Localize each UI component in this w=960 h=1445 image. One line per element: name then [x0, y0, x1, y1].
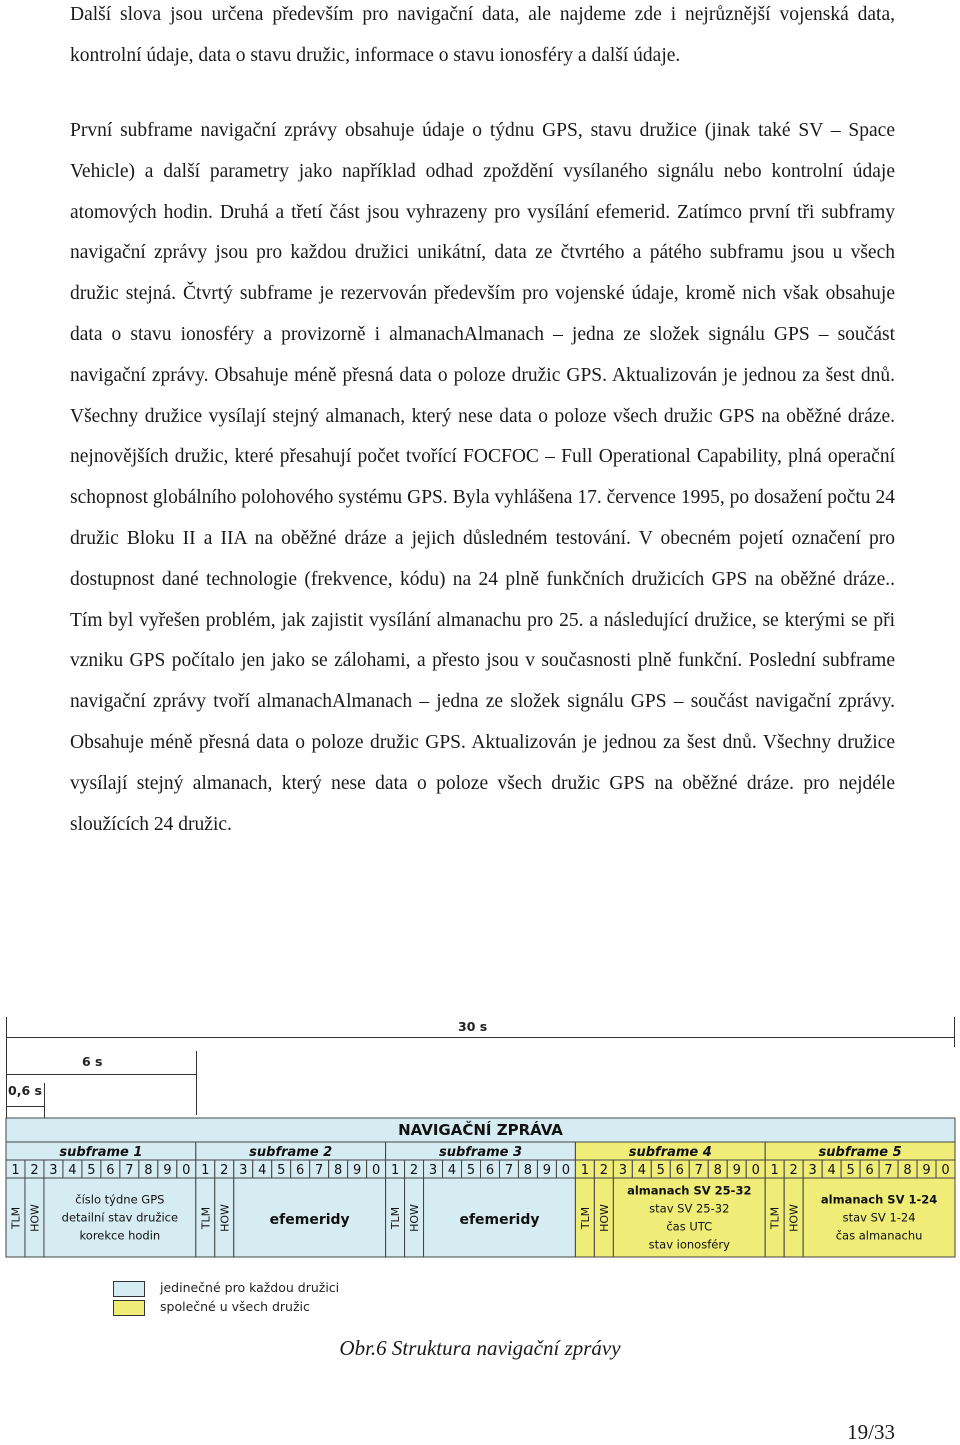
word-number: 1: [770, 1163, 779, 1178]
word-number: 5: [656, 1163, 665, 1178]
paragraph-2: První subframe navigační zprávy obsahuje údaje o týdnu GPS, stavu družice (jinak také SV – Space Vehicle) a další parametry jako například odhad zpoždění vysílaného signálu nebo kontrolní údaje atomových hodin. Druhá a třetí část jsou vyhrazeny pro vysílání efemerid. Zatímco první tři subframy navigační zprávy jsou pro každou družici unikátní, data ze čtvrtého a pátého subframu jsou u všech družic stejná. Čtvrtý subframe je rezervován především pro vojenské údaje, kromě nich však obsahuje data o stavu ionosféry a provizorně i almanachAlmanach – jedna ze složek signálu GPS – součást navigační zprávy. Obsahuje méně přesná data o poloze družic GPS. Aktualizován je jednou za šest dnů. Všechny družice vysílají stejný almanach, který nese data o poloze všech družic GPS na oběžné dráze. nejnovějších družic, které přesahují počet tvořící FOCFOC – Full Operational Capability, plná operační schopnost globálního polohového systému GPS. Byla vyhlášena 17. července 1995, po dosažení počtu 24 družic Bloku II a IIA na oběžné dráze a jejich důsledném testování. V obecném pojetí označení pro dostupnost dané technologie (frekvence, kódu) na 24 plně funkčních družicích GPS na oběžné dráze.. Tím byl vyřešen problém, jak zajistit vysílání almanachu pro 25. a následující družice, se kterými se při vzniku GPS počítalo jen jako se zálohami, a přesto jsou v současnosti plně funkční. Poslední subframe navigační zprávy tvoří almanachAlmanach – jedna ze složek signálu GPS – součást navigační zprávy. Obsahuje méně přesná data o poloze družic GPS. Aktualizován je jednou za šest dnů. Všechny družice vysílají stejný almanach, který nese data o poloze všech družic GPS na oběžné dráze. pro nejdéle sloužících 24 družic.: [70, 120, 895, 835]
word-number: 5: [87, 1163, 96, 1178]
word-number: 2: [30, 1163, 39, 1178]
word-number: 8: [903, 1163, 912, 1178]
word-number: 7: [694, 1163, 703, 1178]
word-number: 8: [713, 1163, 722, 1178]
how-label: HOW: [28, 1204, 42, 1232]
subframe-content-line: korekce hodin: [79, 1228, 161, 1243]
subframe-name: subframe 2: [249, 1145, 333, 1160]
word-number: 3: [239, 1163, 248, 1178]
tlm-label: TLM: [9, 1206, 23, 1230]
subframe-name: subframe 4: [628, 1145, 712, 1160]
word-number: 7: [315, 1163, 324, 1178]
subframe-content-line: almanach SV 25-32: [627, 1183, 752, 1198]
subframe-name: subframe 3: [438, 1145, 523, 1160]
tlm-label: TLM: [389, 1206, 403, 1230]
word-number: 5: [466, 1163, 476, 1178]
word-number: 4: [447, 1163, 457, 1178]
word-number: 0: [941, 1163, 950, 1178]
navigation-message-diagram: [0, 1015, 960, 1345]
word-number: 0: [751, 1163, 760, 1178]
word-number: 4: [258, 1163, 267, 1178]
word-number: 2: [599, 1163, 609, 1178]
word-number: 4: [68, 1163, 77, 1178]
word-number: 1: [580, 1163, 590, 1178]
subframe-content-line: stav ionosféry: [648, 1237, 730, 1252]
word-number: 5: [277, 1163, 286, 1178]
tlm-label: TLM: [199, 1206, 213, 1230]
figure-caption: Obr.6 Struktura navigační zprávy: [339, 1336, 621, 1360]
label-30s: 30 s: [458, 1019, 488, 1034]
word-number: 6: [485, 1163, 495, 1178]
word-number: 9: [922, 1163, 931, 1178]
how-label: HOW: [597, 1204, 611, 1232]
subframe-content-line: stav SV 25-32: [649, 1201, 730, 1216]
word-number: 9: [732, 1163, 741, 1178]
word-number: 3: [808, 1163, 817, 1178]
word-number: 7: [125, 1163, 134, 1178]
word-number: 4: [827, 1163, 836, 1178]
word-number: 5: [846, 1163, 855, 1178]
word-number: 2: [409, 1163, 419, 1178]
word-number: 1: [390, 1163, 400, 1178]
word-number: 4: [637, 1163, 646, 1178]
word-number: 8: [334, 1163, 343, 1178]
subframe-content-line: detailní stav družice: [61, 1210, 179, 1225]
subframe-content-line: almanach SV 1-24: [820, 1192, 938, 1207]
word-number: 7: [884, 1163, 893, 1178]
tlm-label: TLM: [768, 1206, 782, 1230]
how-label: HOW: [408, 1204, 422, 1232]
subframe-content-line: stav SV 1-24: [842, 1210, 916, 1225]
word-number: 6: [296, 1163, 305, 1178]
subframe-content-line: číslo týdne GPS: [75, 1192, 165, 1207]
word-number: 0: [371, 1163, 381, 1178]
subframe-content-line: čas UTC: [666, 1219, 713, 1234]
word-number: 6: [106, 1163, 115, 1178]
word-number: 3: [428, 1163, 438, 1178]
word-number: 0: [182, 1163, 191, 1178]
paragraph-1: Další slova jsou určena především pro navigační data, ale najdeme zde i nejrůznější vojenská data, kontrolní údaje, data o stavu družic, informace o stavu ionosféry a další údaje.: [70, 4, 895, 66]
word-number: 1: [11, 1163, 20, 1178]
label-06s: 0,6 s: [8, 1083, 42, 1098]
page-number: 19/33: [847, 1420, 895, 1444]
diagram-title: NAVIGAČNÍ ZPRÁVA: [398, 1121, 563, 1139]
subframe-content-line: efemeridy: [459, 1212, 540, 1228]
subframe-content-line: efemeridy: [269, 1212, 350, 1228]
how-label: HOW: [787, 1204, 801, 1232]
how-label: HOW: [218, 1204, 232, 1232]
subframe-content-line: čas almanachu: [835, 1228, 923, 1243]
subframe-name: subframe 1: [59, 1145, 143, 1160]
word-number: 6: [865, 1163, 874, 1178]
word-number: 3: [49, 1163, 58, 1178]
word-number: 8: [523, 1163, 533, 1178]
legend-label-common: společné u všech družic: [160, 1299, 310, 1314]
tlm-label: TLM: [578, 1206, 592, 1230]
word-number: 7: [504, 1163, 514, 1178]
word-number: 9: [352, 1163, 362, 1178]
word-number: 9: [163, 1163, 172, 1178]
word-number: 8: [144, 1163, 153, 1178]
legend-label-unique: jedinečné pro každou družici: [160, 1280, 340, 1295]
word-number: 9: [542, 1163, 552, 1178]
subframe-name: subframe 5: [818, 1145, 902, 1160]
label-6s: 6 s: [82, 1054, 103, 1069]
legend-swatch-common: [113, 1300, 145, 1316]
word-number: 2: [220, 1163, 229, 1178]
legend-swatch-unique: [113, 1281, 145, 1297]
word-number: 6: [675, 1163, 684, 1178]
word-number: 3: [618, 1163, 627, 1178]
word-number: 0: [561, 1163, 571, 1178]
word-number: 1: [201, 1163, 210, 1178]
word-number: 2: [789, 1163, 798, 1178]
